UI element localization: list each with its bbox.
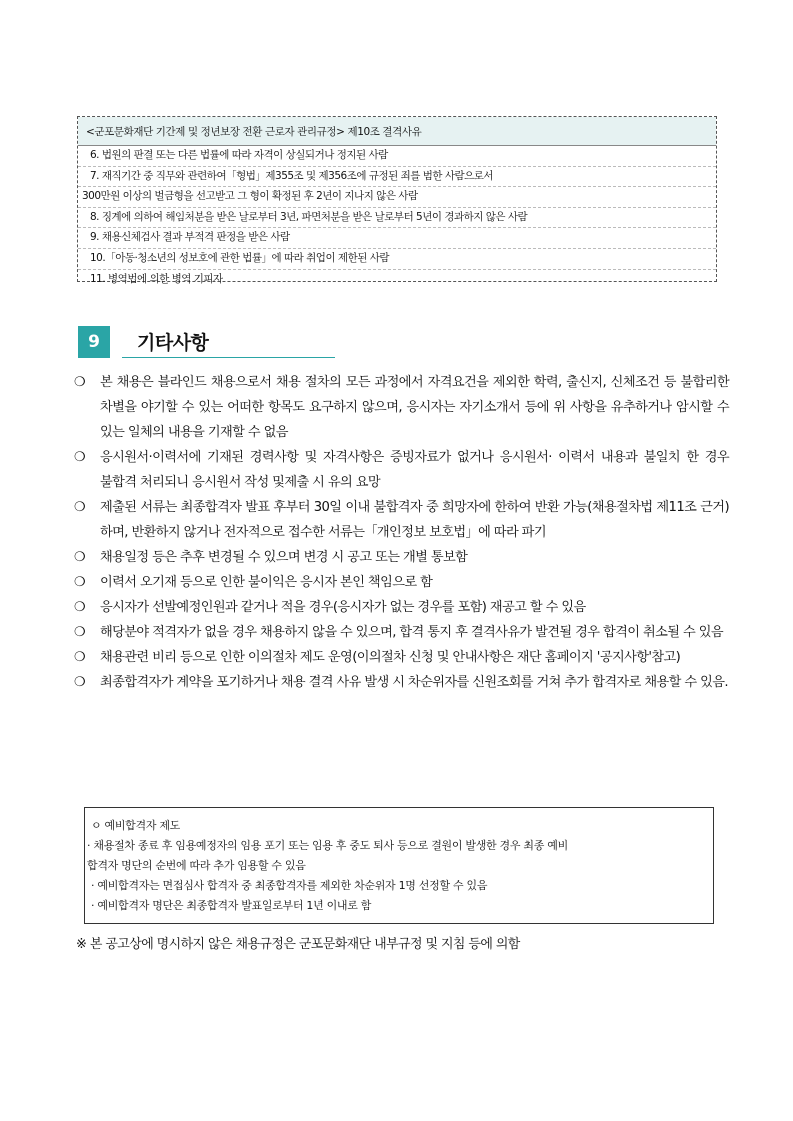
disqualification-line: 11. 병역법에 의한 병역 기피자 [90,272,223,285]
list-item [74,495,729,545]
circle-bullet-icon: ❍ [74,575,86,590]
reserve-box-line: · 채용절차 종료 후 임용예정자의 임용 포기 또는 임용 후 중도 퇴사 등으로 결원이 발생한 경우 최종 예비 [87,839,568,852]
section-number-badge: 9 [78,326,110,358]
circle-bullet-icon: ❍ [74,675,86,690]
list-item-text: 최종합격자가 계약을 포기하거나 채용 결격 사유 발생 시 차순위자를 신원조회를 거쳐 추가 합격자로 채용할 수 있음. [100,675,729,690]
list-item-text: 채용일정 등은 추후 변경될 수 있으며 변경 시 공고 또는 개별 통보함 [100,550,468,565]
list-item-text: 본 채용은 블라인드 채용으로서 채용 절차의 모든 과정에서 자격요건을 제외한 학력, 출신지, 신체조건 등 불합리한 차별을 야기할 수 있는 어떠한 항목도 요구하지 않으며, 응시자는 자기소개서 등에 위 사항을 유추하거나 암시할 수 있는 일체의 내용을 기재할 수 없음 [100,375,729,440]
disqualification-line: 10.「아동·청소년의 성보호에 관한 법률」에 따라 취업이 제한된 사람 [78,249,716,270]
reserve-box-sub-item: · 예비합격자는 면접심사 합격자 중 최종합격자를 제외한 차순위자 1명 선정할 수 있음 [91,879,488,892]
circle-bullet-icon: ❍ [74,375,86,390]
section-title: 기타사항 [137,332,209,354]
disqualification-line: 300만원 이상의 벌금형을 선고받고 그 형이 확정된 후 2년이 지나지 않은 사람 [78,187,716,208]
section-underline [122,357,335,358]
list-item [74,370,729,445]
reserve-box-line: 합격자 명단의 순번에 따라 추가 임용할 수 있음 [87,859,306,872]
disqualification-header: <군포문화재단 기간제 및 정년보장 전환 근로자 관리규정> 제10조 결격사유 [78,117,716,146]
circle-bullet-icon: ❍ [74,450,86,465]
list-item-text: 응시원서·이력서에 기재된 경력사항 및 자격사항은 증빙자료가 없거나 응시원서· 이력서 내용과 불일치 한 경우 불합격 처리되니 응시원서 작성 및제출 시 유의 요망 [100,450,729,490]
disqualification-box [77,116,717,285]
disqualification-line: 7. 재직기간 중 직무와 관련하여「형법」제355조 및 제356조에 규정된 죄를 범한 사람으로서 [78,167,716,188]
reserve-box-sub-item: · 예비합격자 명단은 최종합격자 발표일로부터 1년 이내로 함 [91,899,372,912]
circle-bullet-icon: ❍ [74,550,86,565]
list-item-text: 채용관련 비리 등으로 인한 이의절차 제도 운영(이의절차 신청 및 안내사항은 재단 홈페이지 '공지사항'참고) [100,650,681,665]
list-item [74,595,729,620]
list-item [74,620,729,645]
reserve-candidate-box [84,807,714,924]
circle-bullet-icon: ❍ [74,650,86,665]
disqualification-line: 9. 채용신체검사 결과 부적격 판정을 받은 사람 [78,228,716,249]
disqualification-line: 8. 징계에 의하여 해임처분을 받은 날로부터 3년, 파면처분을 받은 날로부터 5년이 경과하지 않은 사람 [78,208,716,229]
circle-bullet-icon: ❍ [74,500,86,515]
list-item-text: 해당분야 적격자가 없을 경우 채용하지 않을 수 있으며, 합격 통지 후 결격사유가 발견될 경우 합격이 취소될 수 있음 [100,625,724,640]
footnote: ※ 본 공고상에 명시하지 않은 채용규정은 군포문화재단 내부규정 및 지침 등에 의함 [76,937,520,952]
notes-list [74,370,729,695]
list-item [74,645,729,670]
list-item [74,570,729,595]
reserve-box-title: ㅇ 예비합격자 제도 [91,819,181,832]
circle-bullet-icon: ❍ [74,625,86,640]
list-item-text: 제출된 서류는 최종합격자 발표 후부터 30일 이내 불합격자 중 희망자에 한하여 반환 가능(채용절차법 제11조 근거)하며, 반환하지 않거나 전자적으로 접수한 서류는「개인정보 보호법」에 따라 파기 [100,500,729,540]
circle-bullet-icon: ❍ [74,600,86,615]
list-item-text: 이력서 오기재 등으로 인한 불이익은 응시자 본인 책임으로 함 [100,575,433,590]
list-item [74,545,729,570]
disqualification-line: 6. 법원의 판결 또는 다른 법률에 따라 자격이 상실되거나 정지된 사람 [78,146,716,167]
list-item [74,670,729,695]
list-item-text: 응시자가 선발예정인원과 같거나 적을 경우(응시자가 없는 경우를 포함) 재공고 할 수 있음 [100,600,586,615]
list-item [74,445,729,495]
